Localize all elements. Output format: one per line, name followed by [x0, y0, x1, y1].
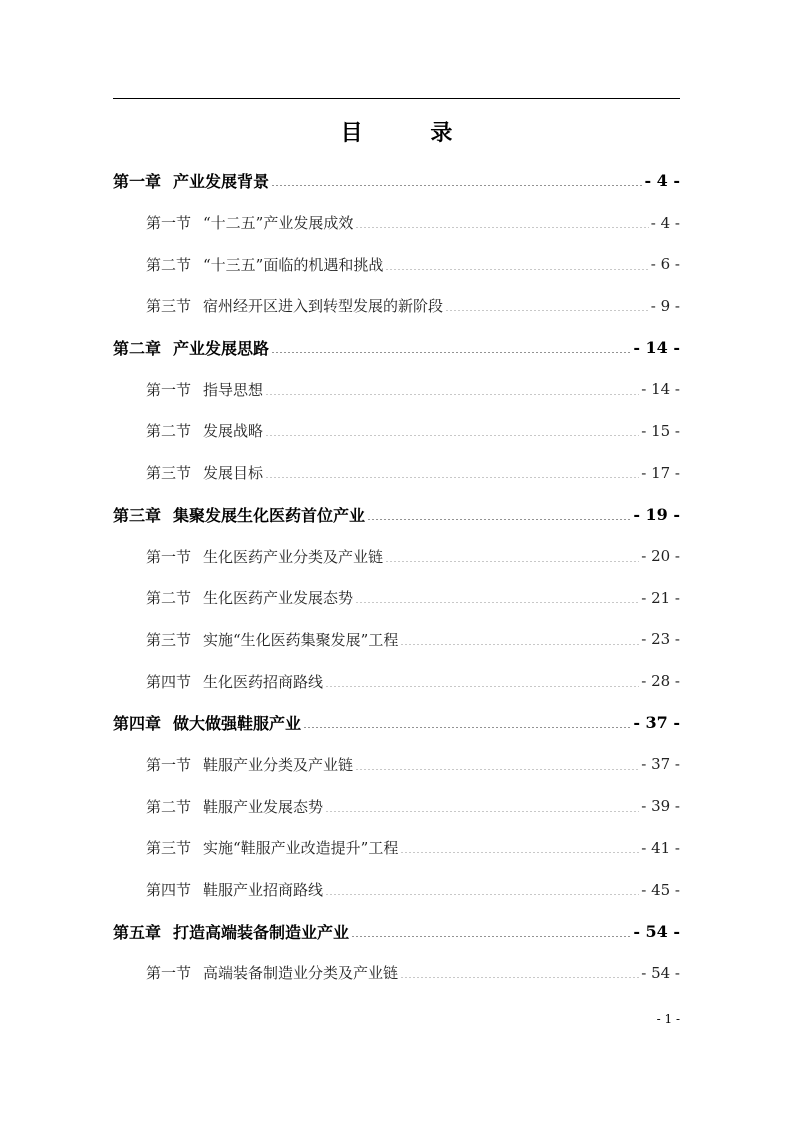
toc-entry-number: 第四节: [146, 881, 192, 900]
toc-entry-number: 第四章: [113, 714, 162, 734]
page-number-footer: - 1 -: [656, 1012, 680, 1026]
toc-entry-number: 第一节: [146, 755, 192, 774]
toc-entry-title: 打造高端装备制造业产业: [173, 922, 350, 942]
toc-entry-page: - 21 -: [641, 588, 680, 607]
toc-entry-label: [113, 336, 269, 359]
toc-entry-label: [146, 629, 398, 650]
toc-section-entry[interactable]: [113, 827, 680, 869]
toc-entry-label: [146, 587, 353, 608]
toc-entry-number: 第三节: [146, 630, 192, 649]
toc-entry-page: - 41 -: [641, 838, 680, 857]
toc-entry-label: [146, 796, 323, 817]
dot-leader: [445, 310, 649, 311]
toc-section-entry[interactable]: [113, 577, 680, 619]
toc-section-entry[interactable]: [113, 619, 680, 661]
toc-entry-number: 第二节: [146, 422, 192, 441]
toc-section-entry[interactable]: [113, 660, 680, 702]
dot-leader: [400, 852, 639, 853]
dot-leader: [367, 519, 631, 520]
toc-entry-label: [146, 420, 263, 441]
header-rule: [113, 98, 680, 99]
toc-entry-label: [146, 671, 323, 692]
dot-leader: [325, 894, 639, 895]
toc-entry-title: 鞋服产业招商路线: [203, 881, 324, 900]
toc-entry-page: - 54 -: [641, 963, 680, 982]
toc-entry-number: 第三节: [146, 464, 192, 483]
toc-entry-number: 第一节: [146, 214, 192, 233]
toc-entry-label: [113, 711, 301, 734]
toc-entry-number: 第一章: [113, 172, 162, 192]
toc-section-entry[interactable]: [113, 243, 680, 285]
toc-entry-page: - 19 -: [633, 504, 680, 524]
toc-entry-title: 发展目标: [203, 464, 264, 483]
toc-entry-title: 高端装备制造业分类及产业链: [203, 964, 399, 983]
toc-entry-page: - 39 -: [641, 797, 680, 816]
toc-entry-number: 第一节: [146, 964, 192, 983]
toc-entry-number: 第一节: [146, 547, 192, 566]
toc-entry-title: 生化医药产业发展态势: [203, 589, 354, 608]
toc-entry-number: 第二节: [146, 589, 192, 608]
toc-entry-number: 第三节: [146, 297, 192, 316]
toc-entry-number: 第四节: [146, 672, 192, 691]
toc-section-entry[interactable]: [113, 869, 680, 911]
dot-leader: [355, 769, 639, 770]
toc-entry-page: - 4 -: [644, 171, 680, 191]
dot-leader: [385, 269, 648, 270]
toc-entry-title: 宿州经开区进入到转型发展的新阶段: [203, 297, 444, 316]
toc-section-entry[interactable]: [113, 785, 680, 827]
toc-section-entry[interactable]: [113, 285, 680, 327]
toc-entry-label: [146, 837, 398, 858]
dot-leader: [303, 727, 631, 728]
toc-entry-number: 第三章: [113, 505, 162, 525]
toc-entry-label: [113, 169, 269, 192]
toc-entry-title: 鞋服产业分类及产业链: [203, 755, 354, 774]
toc-entry-number: 第二章: [113, 339, 162, 359]
page-title: 目 录: [340, 120, 483, 146]
toc-entry-page: - 17 -: [641, 463, 680, 482]
toc-entry-title: “十三五”面临的机遇和挑战: [203, 255, 384, 274]
dot-leader: [271, 185, 642, 186]
toc-entry-label: [146, 879, 323, 900]
toc-entry-label: [146, 295, 443, 316]
toc-entry-page: - 37 -: [633, 713, 680, 733]
dot-leader: [325, 686, 639, 687]
dot-leader: [400, 977, 639, 978]
table-of-contents: [113, 160, 680, 994]
toc-chapter-entry[interactable]: [113, 910, 680, 952]
toc-entry-page: - 4 -: [650, 213, 680, 232]
toc-entry-page: - 15 -: [641, 421, 680, 440]
toc-entry-page: - 54 -: [633, 921, 680, 941]
toc-section-entry[interactable]: [113, 535, 680, 577]
dot-leader: [355, 227, 648, 228]
toc-entry-number: 第三节: [146, 839, 192, 858]
toc-section-entry[interactable]: [113, 452, 680, 494]
dot-leader: [265, 394, 639, 395]
toc-entry-title: 生化医药产业分类及产业链: [203, 547, 384, 566]
toc-entry-label: [113, 920, 349, 943]
toc-section-entry[interactable]: [113, 410, 680, 452]
toc-entry-title: 产业发展背景: [173, 172, 270, 192]
dot-leader: [400, 644, 639, 645]
toc-section-entry[interactable]: [113, 952, 680, 994]
toc-entry-page: - 45 -: [641, 880, 680, 899]
toc-entry-label: [146, 754, 353, 775]
toc-entry-label: [146, 212, 353, 233]
toc-section-entry[interactable]: [113, 202, 680, 244]
toc-entry-title: 鞋服产业发展态势: [203, 797, 324, 816]
dot-leader: [355, 602, 639, 603]
toc-entry-number: 第二节: [146, 255, 192, 274]
dot-leader: [325, 811, 639, 812]
toc-entry-label: [146, 962, 398, 983]
toc-entry-label: [146, 379, 263, 400]
toc-entry-page: - 20 -: [641, 547, 680, 566]
toc-entry-label: [146, 546, 383, 567]
toc-entry-title: 实施“鞋服产业改造提升”工程: [203, 839, 399, 858]
toc-entry-page: - 6 -: [650, 255, 680, 274]
toc-entry-label: [146, 462, 263, 483]
toc-entry-title: 产业发展思路: [173, 339, 270, 359]
toc-entry-page: - 23 -: [641, 630, 680, 649]
toc-entry-page: - 14 -: [641, 380, 680, 399]
toc-entry-page: - 37 -: [641, 755, 680, 774]
toc-section-entry[interactable]: [113, 368, 680, 410]
toc-entry-title: 发展战略: [203, 422, 264, 441]
dot-leader: [265, 477, 639, 478]
toc-entry-title: “十二五”产业发展成效: [203, 214, 354, 233]
toc-chapter-entry[interactable]: [113, 494, 680, 536]
toc-entry-page: - 14 -: [633, 338, 680, 358]
toc-section-entry[interactable]: [113, 744, 680, 786]
toc-entry-title: 做大做强鞋服产业: [173, 714, 302, 734]
toc-entry-title: 实施“生化医药集聚发展”工程: [203, 630, 399, 649]
toc-entry-title: 指导思想: [203, 380, 264, 399]
toc-entry-title: 生化医药招商路线: [203, 672, 324, 691]
toc-chapter-entry[interactable]: [113, 702, 680, 744]
toc-entry-number: 第二节: [146, 797, 192, 816]
dot-leader: [351, 936, 631, 937]
dot-leader: [265, 435, 639, 436]
toc-entry-label: [146, 254, 383, 275]
toc-entry-number: 第一节: [146, 380, 192, 399]
toc-entry-number: 第五章: [113, 922, 162, 942]
toc-entry-title: 集聚发展生化医药首位产业: [173, 505, 366, 525]
toc-entry-page: - 9 -: [650, 296, 680, 315]
toc-chapter-entry[interactable]: [113, 327, 680, 369]
toc-entry-page: - 28 -: [641, 672, 680, 691]
dot-leader: [385, 561, 639, 562]
toc-chapter-entry[interactable]: [113, 160, 680, 202]
dot-leader: [271, 352, 631, 353]
toc-entry-label: [113, 503, 365, 526]
